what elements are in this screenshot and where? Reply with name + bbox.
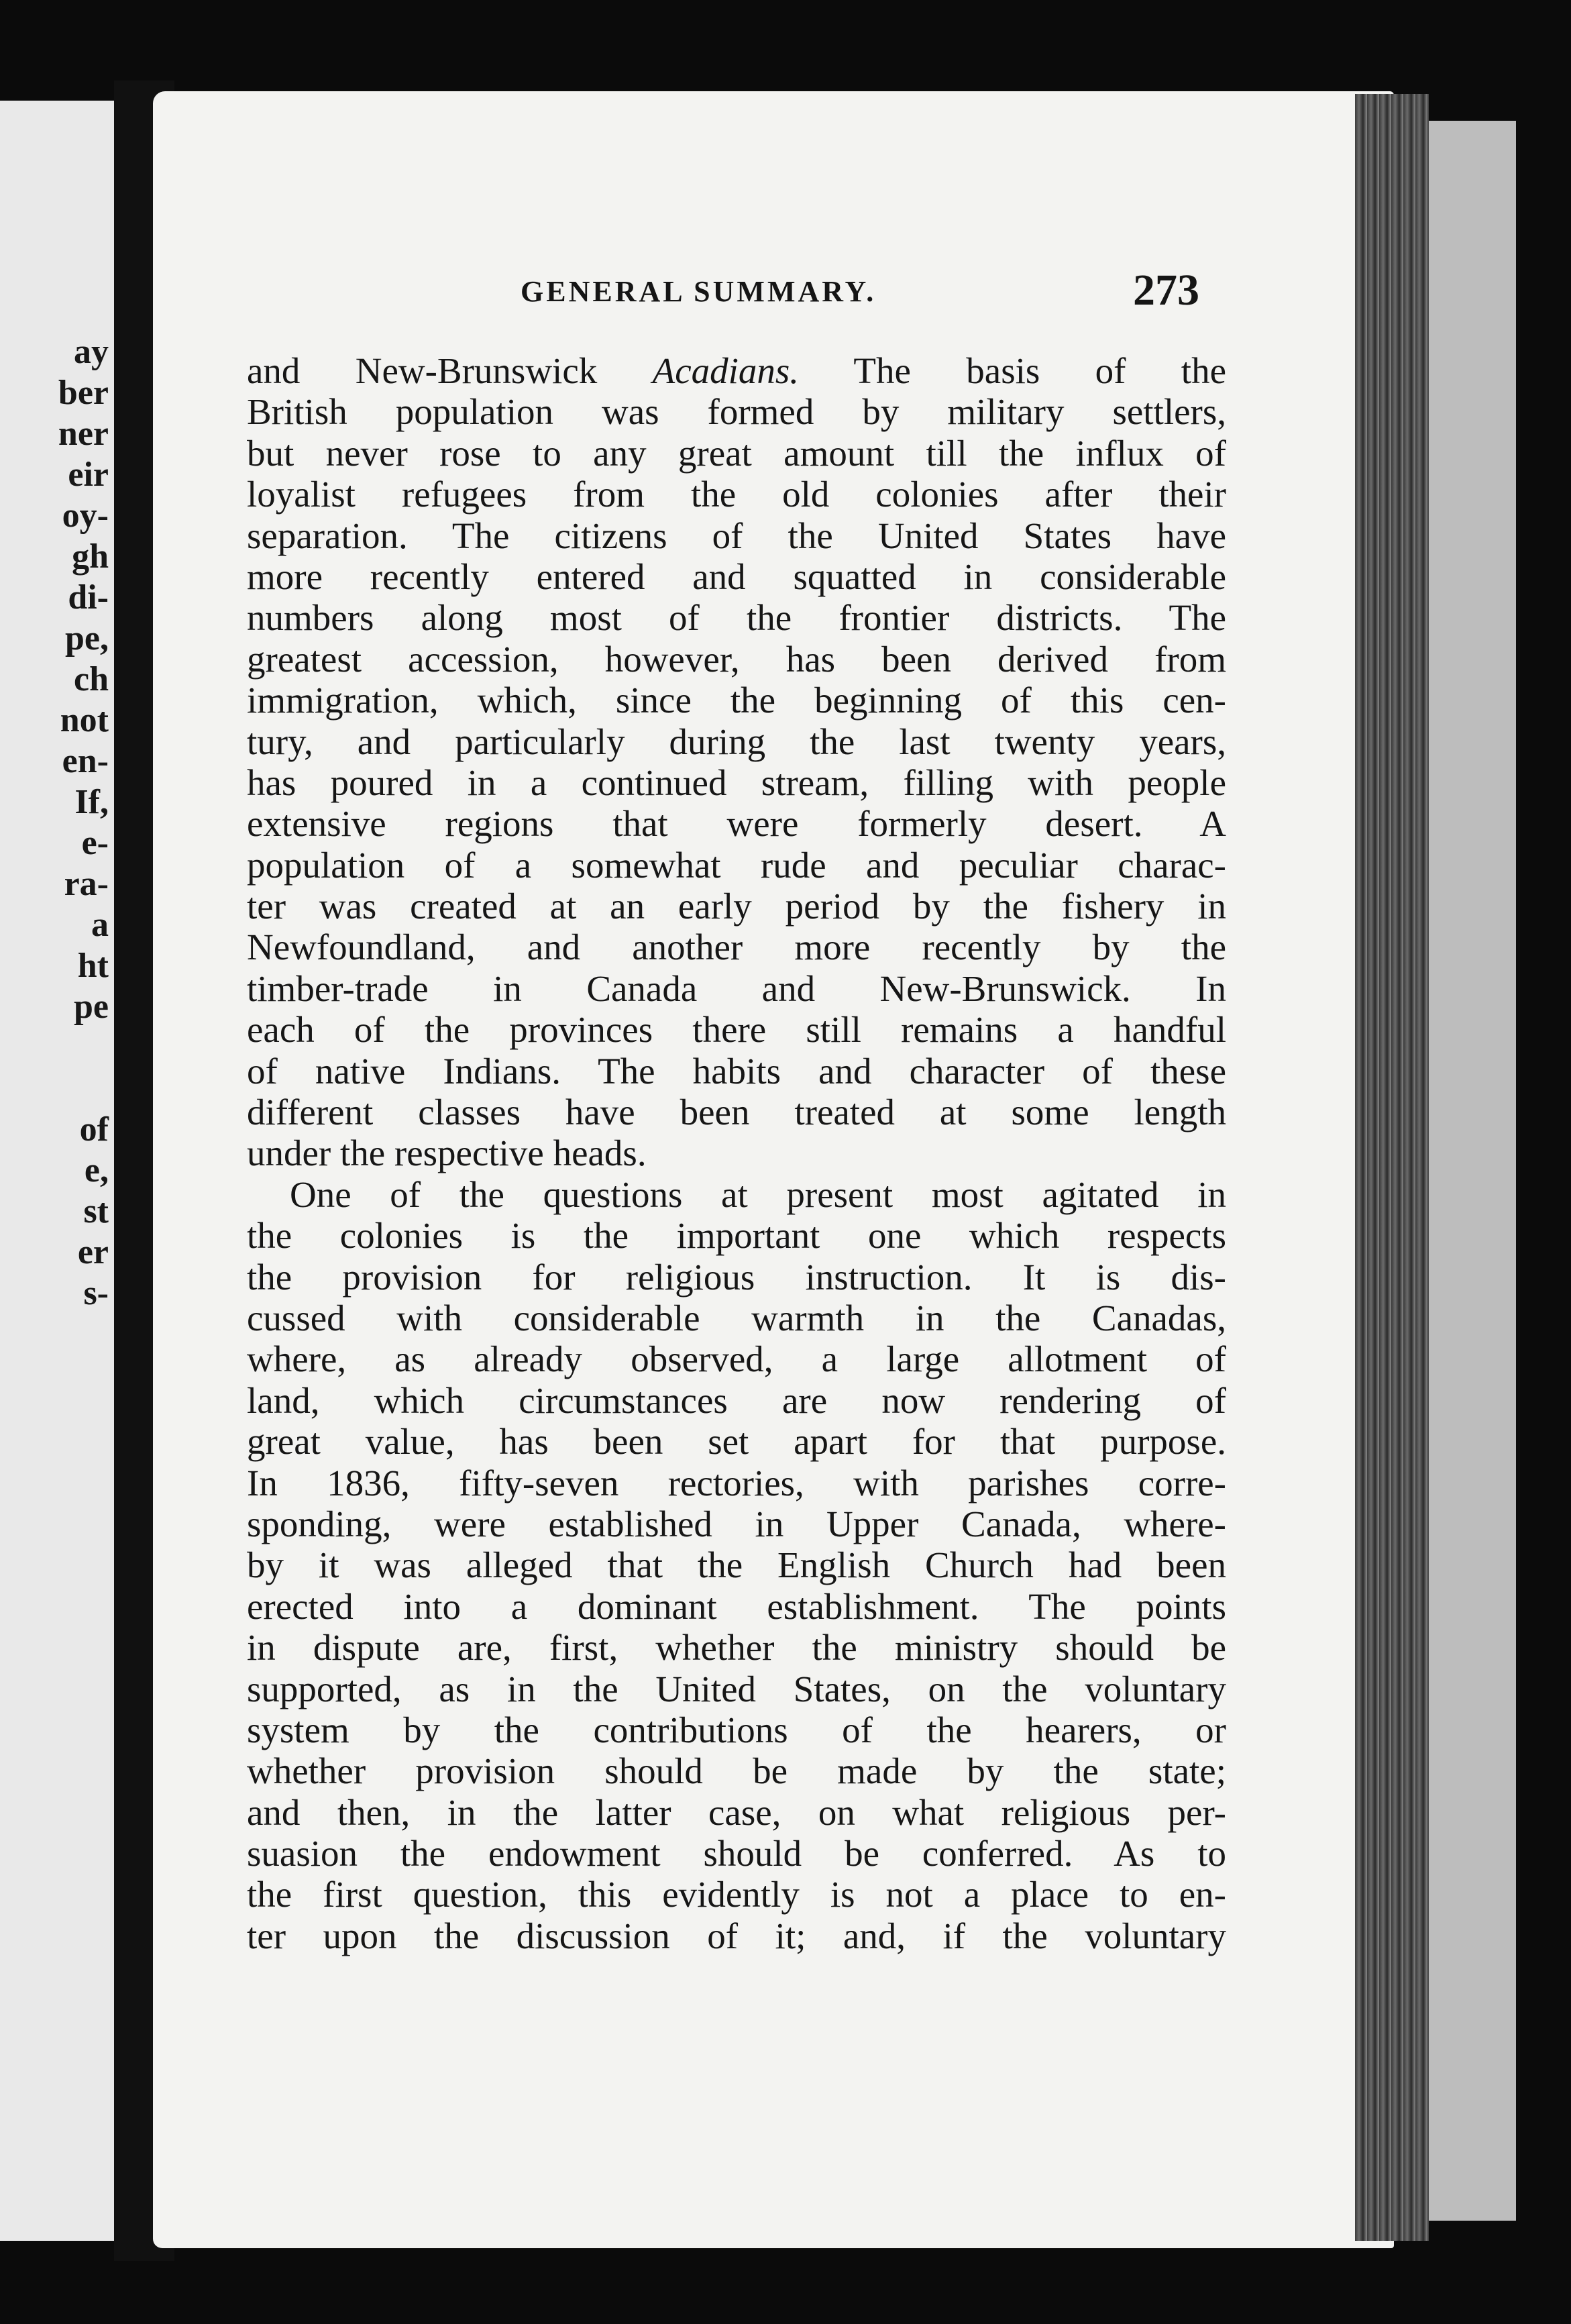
left-page-fragment: a — [91, 906, 109, 944]
text-line: of native Indians. The habits and character of these — [247, 1050, 1226, 1092]
text-line: greatest accession, however, has been derived from — [247, 638, 1226, 680]
text-line-segment: The basis of the — [853, 350, 1226, 391]
text-line: tury, and particularly during the last twenty years, — [247, 721, 1226, 762]
left-page-fragment: of — [79, 1110, 109, 1149]
right-cover-edge — [1429, 121, 1516, 2221]
text-line: but never rose to any great amount till the influx of — [247, 432, 1226, 474]
left-page-fragment: pe — [74, 988, 109, 1026]
left-page-fragment: e- — [81, 824, 109, 862]
text-line: numbers along most of the frontier districts. The — [247, 597, 1226, 639]
text-line: One of the questions at present most agitated in — [290, 1173, 1226, 1215]
text-line: each of the provinces there still remains a handful — [247, 1009, 1226, 1051]
text-line-segment: and New-Brunswick — [247, 350, 598, 391]
text-line: loyalist refugees from the old colonies after their — [247, 474, 1226, 515]
left-page-fragment: ber — [58, 374, 109, 412]
page-number: 273 — [1133, 266, 1199, 315]
text-line: has poured in a continued stream, filling with people — [247, 761, 1226, 803]
text-line: under the respective heads. — [247, 1132, 647, 1174]
text-line: by it was alleged that the English Church had been — [247, 1544, 1226, 1586]
italic-word: Acadians. — [652, 350, 800, 391]
page-block-edge — [1355, 94, 1429, 2241]
left-page-fragment: gh — [72, 537, 109, 576]
text-line: different classes have been treated at some length — [247, 1092, 1226, 1133]
left-page-fragment: ay — [74, 333, 109, 371]
text-line: great value, has been set apart for that purpose. — [247, 1421, 1226, 1463]
left-page-fragment: en- — [62, 742, 109, 780]
text-line: where, as already observed, a large allotment of — [247, 1338, 1226, 1380]
text-line: land, which circumstances are now rendering of — [247, 1379, 1226, 1421]
text-line: In 1836, fifty-seven rectories, with parishes corre- — [247, 1462, 1226, 1503]
text-line — [247, 350, 1226, 391]
text-line: timber-trade in Canada and New-Brunswick. In — [247, 967, 1226, 1009]
text-line: the colonies is the important one which respects — [247, 1215, 1226, 1257]
text-line: ter upon the discussion of it; and, if the voluntary — [247, 1915, 1226, 1956]
text-line: immigration, which, since the beginning of this cen- — [247, 680, 1226, 721]
left-page-fragment: eir — [68, 456, 109, 494]
text-line: and then, in the latter case, on what religious per- — [247, 1791, 1226, 1833]
left-page-fragment: s- — [83, 1274, 109, 1312]
text-line: extensive regions that were formerly desert. A — [247, 803, 1226, 845]
left-page-fragment: not — [60, 701, 109, 739]
text-line: population of a somewhat rude and peculiar charac- — [247, 844, 1226, 886]
left-page-fragment: st — [83, 1192, 109, 1230]
text-line: the provision for religious instruction. It is dis- — [247, 1256, 1226, 1298]
running-head: GENERAL SUMMARY. — [521, 275, 877, 308]
left-page-fragment: pe, — [65, 619, 109, 657]
text-line: system by the contributions of the hearers, or — [247, 1709, 1226, 1750]
text-line: cussed with considerable warmth in the Canadas, — [247, 1297, 1226, 1338]
text-line: Newfoundland, and another more recently by the — [247, 927, 1226, 968]
text-line: ter was created at an early period by the fishery in — [247, 886, 1226, 927]
left-page-fragment: ra- — [64, 865, 109, 903]
text-line: separation. The citizens of the United States have — [247, 515, 1226, 556]
text-line: the first question, this evidently is not a place to en- — [247, 1874, 1226, 1915]
page-header — [368, 265, 1213, 325]
left-page-fragment: ch — [74, 660, 109, 698]
text-line: British population was formed by military settlers, — [247, 391, 1226, 433]
left-page-fragment: er — [77, 1233, 109, 1271]
text-line: in dispute are, first, whether the ministry should be — [247, 1627, 1226, 1669]
text-line: whether provision should be made by the state; — [247, 1750, 1226, 1792]
left-page-fragment: e, — [84, 1151, 109, 1190]
left-page-fragment: ht — [77, 947, 109, 985]
text-line: erected into a dominant establishment. The points — [247, 1585, 1226, 1627]
left-page-sliver — [0, 101, 114, 2241]
left-page-fragment: ner — [58, 415, 109, 453]
text-line: more recently entered and squatted in considerable — [247, 556, 1226, 597]
left-page-fragment: di- — [68, 578, 109, 617]
body-text — [247, 350, 1226, 1956]
text-line: sponding, were established in Upper Canada, where- — [247, 1503, 1226, 1544]
left-page-fragment: oy- — [62, 496, 109, 535]
left-page-fragment: If, — [74, 783, 109, 821]
text-line: supported, as in the United States, on the voluntary — [247, 1668, 1226, 1709]
text-line: suasion the endowment should be conferred. As to — [247, 1833, 1226, 1874]
